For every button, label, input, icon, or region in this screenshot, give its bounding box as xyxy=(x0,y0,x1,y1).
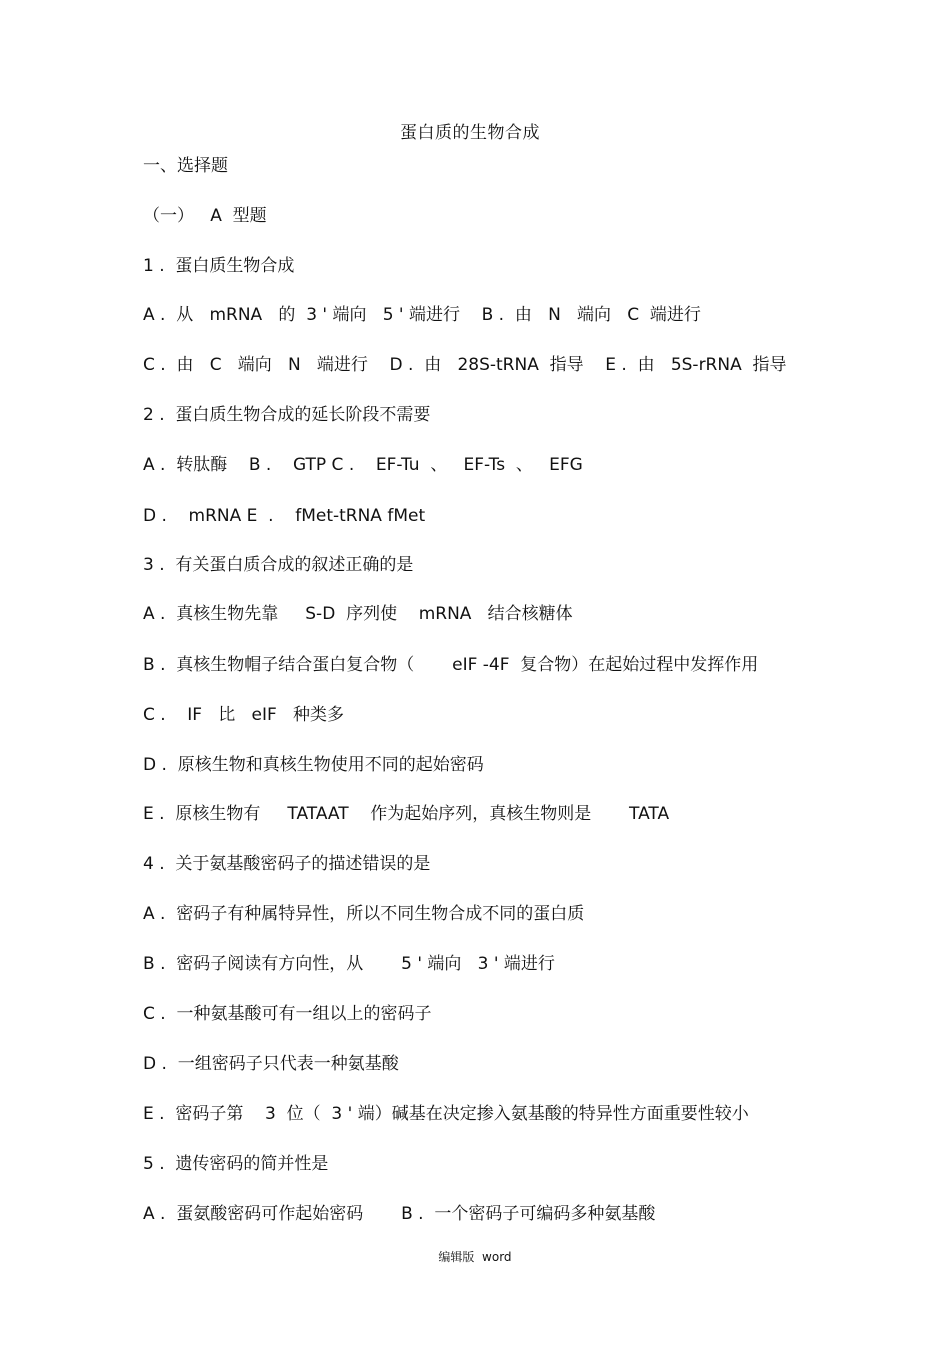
question-4-option-e: E . 密码子第 3 位（ 3 ' 端）碱基在决定掺入氨基酸的特异性方面重要性较小 xyxy=(143,1104,749,1124)
question-3-option-d: D . 原核生物和真核生物使用不同的起始密码 xyxy=(143,755,484,775)
question-1: 1 . 蛋白质生物合成 xyxy=(143,256,295,276)
page-footer: 编辑版 word xyxy=(438,1250,512,1264)
question-1-options-cde: C . 由 C 端向 N 端进行 D . 由 28S-tRNA 指导 E . 由 5S-rRNA 指导 xyxy=(143,355,787,375)
question-5: 5 . 遗传密码的简并性是 xyxy=(143,1154,329,1174)
question-3-option-c: C . IF 比 eIF 种类多 xyxy=(143,705,344,725)
question-4-option-d: D . 一组密码子只代表一种氨基酸 xyxy=(143,1054,399,1074)
question-4: 4 . 关于氨基酸密码子的描述错误的是 xyxy=(143,854,431,874)
section-heading: 一、选择题 xyxy=(143,156,228,176)
question-1-options-ab: A . 从 mRNA 的 3 ' 端向 5 ' 端进行 B . 由 N 端向 C 端进行 xyxy=(143,305,701,325)
question-2: 2 . 蛋白质生物合成的延长阶段不需要 xyxy=(143,405,431,425)
question-3-option-e: E . 原核生物有 TATAAT 作为起始序列，真核生物则是 TATA xyxy=(143,804,670,824)
question-4-option-a: A . 密码子有种属特异性，所以不同生物合成不同的蛋白质 xyxy=(143,904,585,924)
question-3-option-b: B . 真核生物帽子结合蛋白复合物（ eIF -4F 复合物）在起始过程中发挥作用 xyxy=(143,655,759,675)
question-2-options-abc: A . 转肽酶 B . GTP C . EF-Tu 、 EF-Ts 、 EFG xyxy=(143,455,583,475)
question-2-options-de: D . mRNA E . fMet-tRNA fMet xyxy=(143,506,426,526)
subsection-heading: （一） A 型题 xyxy=(143,206,267,226)
question-4-option-c: C . 一种氨基酸可有一组以上的密码子 xyxy=(143,1004,432,1024)
question-5-options-ab: A . 蛋氨酸密码可作起始密码 B . 一个密码子可编码多种氨基酸 xyxy=(143,1204,656,1224)
question-3: 3 . 有关蛋白质合成的叙述正确的是 xyxy=(143,555,414,575)
question-3-option-a: A . 真核生物先靠 S-D 序列使 mRNA 结合核糖体 xyxy=(143,604,573,624)
question-4-option-b: B . 密码子阅读有方向性，从 5 ' 端向 3 ' 端进行 xyxy=(143,954,555,974)
document-title: 蛋白质的生物合成 xyxy=(400,123,540,143)
